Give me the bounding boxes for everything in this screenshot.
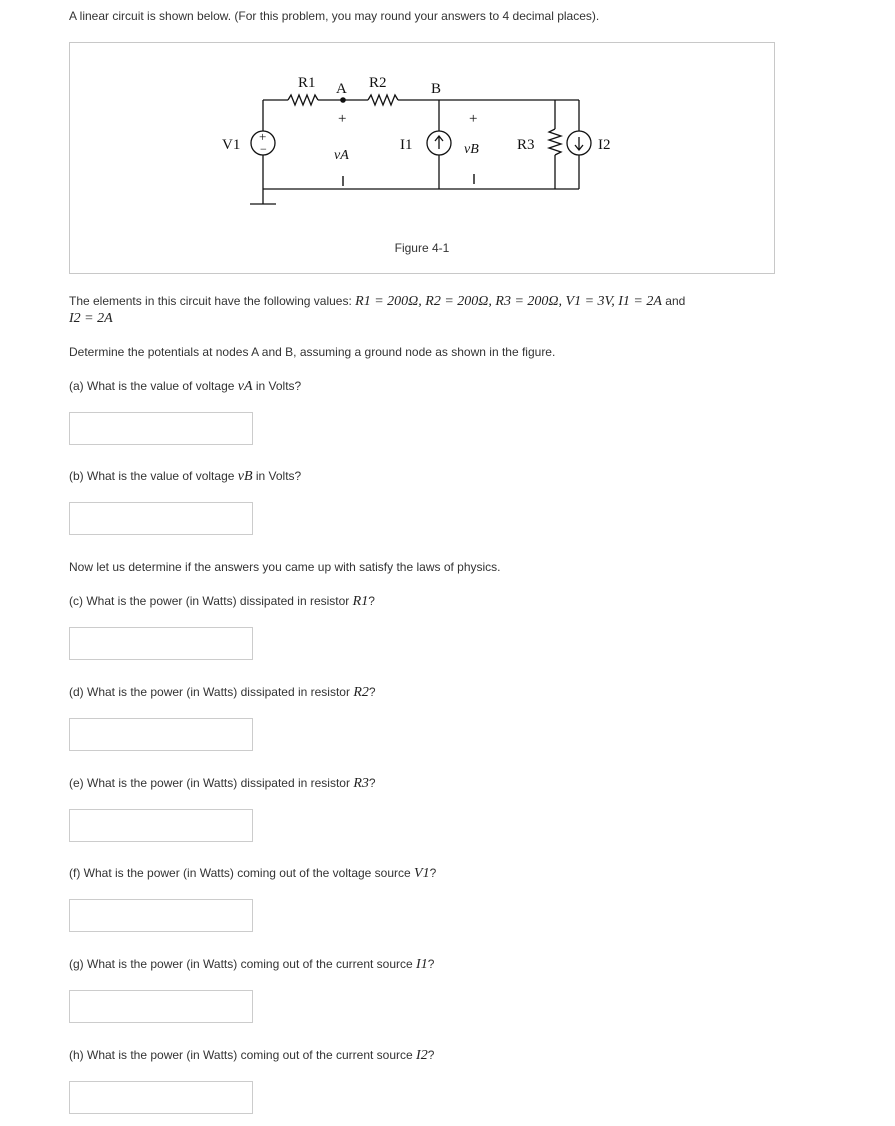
label-a: A [336,81,347,97]
answer-input-d[interactable] [69,718,253,751]
question-a: (a) What is the value of voltage vA in Volts? [69,379,302,394]
label-r2: R2 [369,75,387,91]
answer-input-c[interactable] [69,627,253,660]
intro-text: A linear circuit is shown below. (For this problem, you may round your answers to 4 decimal places). [69,9,600,23]
answer-input-g[interactable] [69,990,253,1023]
question-d: (d) What is the power (in Watts) dissipated in resistor R2? [69,685,376,700]
label-i2: I2 [598,137,611,153]
question-g: (g) What is the power (in Watts) coming out of the current source I1? [69,957,435,972]
label-r3: R3 [517,137,535,153]
label-r1: R1 [298,75,316,91]
label-v1: V1 [222,137,241,153]
svg-text:+: + [469,111,478,127]
resistor-r3 [549,129,561,155]
answer-input-h[interactable] [69,1081,253,1114]
question-e: (e) What is the power (in Watts) dissipated in resistor R3? [69,776,376,791]
answer-input-b[interactable] [69,502,253,535]
svg-text:+: + [338,111,347,127]
values-text: The elements in this circuit have the following values: R1 = 200Ω, R2 = 200Ω, R3 = 200Ω, V1 = 3V, I1 = 2A and I2 = 2A [69,294,686,326]
node-a-dot [340,97,346,103]
values-expression: R1 = 200Ω, R2 = 200Ω, R3 = 200Ω, V1 = 3V, I1 = 2A [355,294,662,309]
answer-input-e[interactable] [69,809,253,842]
figure-caption: Figure 4-1 [394,241,450,255]
label-va: vA [334,148,349,163]
answer-input-a[interactable] [69,412,253,445]
label-b: B [431,81,442,97]
label-vb: vB [464,142,479,157]
question-c: (c) What is the power (in Watts) dissipated in resistor R1? [69,594,375,609]
values-expression-2: I2 = 2A [69,311,113,326]
resistor-r2 [368,95,398,105]
resistor-r1 [288,95,318,105]
circuit-figure [69,42,775,274]
physics-text: Now let us determine if the answers you came up with satisfy the laws of physics. [69,560,501,574]
determine-text: Determine the potentials at nodes A and B, assuming a ground node as shown in the figure. [69,345,556,359]
question-f: (f) What is the power (in Watts) coming out of the voltage source V1? [69,866,437,881]
svg-text:+: + [259,129,267,144]
label-i1: I1 [400,137,413,153]
question-h: (h) What is the power (in Watts) coming out of the current source I2? [69,1048,435,1063]
svg-text:−: − [260,142,267,156]
answer-input-f[interactable] [69,899,253,932]
question-b: (b) What is the value of voltage vB in Volts? [69,469,302,484]
